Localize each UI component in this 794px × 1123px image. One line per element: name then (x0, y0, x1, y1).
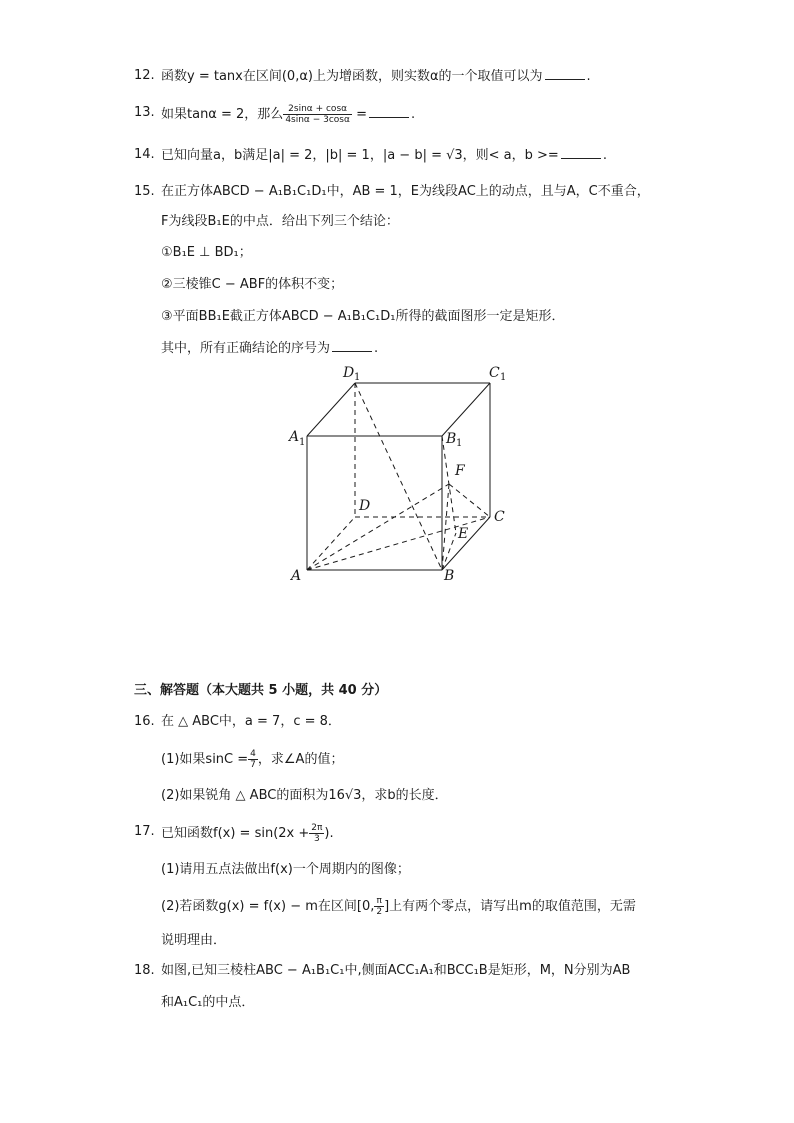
svg-text:1: 1 (299, 437, 306, 448)
fraction-denominator: 2 (376, 907, 383, 917)
fraction-numerator: 2π (311, 823, 323, 833)
question-text: 在 △ ABC中，a = 7，c = 8． (161, 714, 341, 729)
question-text: 已知函数f(x) = sin(2x + (161, 826, 310, 841)
question-text: F为线段B₁E的中点．给出下列三个结论： (161, 214, 399, 229)
question-text: 在正方体ABCD − A₁B₁C₁D₁中，AB = 1，E为线段AC上的动点，且与A，C不重合， (161, 184, 650, 199)
equals-sign: = (351, 107, 367, 122)
period: . (410, 107, 416, 122)
label-b: B (444, 568, 455, 584)
question-number: 18. (134, 963, 155, 978)
part-1-text-cont: ，求∠A的值； (257, 752, 344, 767)
segment-af (307, 484, 449, 570)
label-c1: C (489, 365, 500, 381)
part-2-text: (2)如果锐角 △ ABC的面积为16√3，求b的长度． (161, 788, 448, 803)
section-title: 三、解答题（本大题共 5 小题，共 40 分） (134, 683, 388, 698)
question-number: 15. (134, 184, 155, 199)
segment-fb (442, 484, 449, 570)
question-text: 如果tanα = 2，那么 (161, 107, 284, 122)
label-e: E (458, 526, 469, 542)
fraction (374, 896, 384, 917)
part-1-text: (1)如果sinC = (161, 752, 249, 767)
diagonal-ac (307, 517, 490, 570)
fraction (248, 749, 258, 770)
svg-text:1: 1 (500, 372, 507, 383)
part-2-text-cont: ]上有两个零点，请写出m的取值范围，无需 (384, 899, 636, 914)
fraction (309, 823, 324, 844)
question-text: 如图,已知三棱柱ABC − A₁B₁C₁中,侧面ACC₁A₁和BCC₁B是矩形，M，N分别为AB (161, 963, 631, 978)
conclusion-2: ②三棱锥C − ABF的体积不变； (161, 277, 344, 292)
edge-a1d1 (307, 383, 355, 436)
segment-fc (449, 484, 490, 517)
period: . (586, 69, 591, 84)
question-text-cont: 和A₁C₁的中点． (161, 995, 255, 1010)
label-d: D (359, 498, 371, 514)
label-a: A (291, 568, 302, 584)
fraction-denominator: 7 (250, 760, 256, 770)
part-2-text-end: 说明理由． (161, 933, 227, 948)
fraction-numerator: π (374, 896, 384, 907)
fraction-numerator: 4 (250, 749, 256, 759)
label-b1: B (446, 431, 457, 447)
question-number: 14. (134, 147, 155, 162)
fraction-denominator: 4sinα − 3cosα (285, 115, 350, 125)
question-number: 16. (134, 714, 155, 729)
svg-text:1: 1 (354, 372, 361, 383)
question-text: 已知向量a，b满足|a| = 2，|b| = 1，|a − b| = √3，则< a，b >= (161, 148, 559, 163)
label-d1: D (343, 365, 355, 381)
edge-ad-hidden (307, 517, 355, 570)
part-2-text: (2)若函数g(x) = f(x) − m在区间[0, (161, 899, 375, 914)
svg-text:1: 1 (456, 438, 463, 449)
fraction-denominator: 3 (313, 834, 320, 844)
question-number: 13. (134, 105, 155, 120)
diagonal-d1b (355, 383, 442, 570)
question-text: 其中，所有正确结论的序号为 (161, 341, 331, 356)
edge-bc (442, 517, 490, 570)
question-text: 函数y = tanx在区间(0,α)上为增函数，则实数α的一个取值可以为 (161, 69, 543, 84)
label-f: F (455, 463, 465, 479)
edge-b1c1 (442, 383, 490, 436)
conclusion-3: ③平面BB₁E截正方体ABCD − A₁B₁C₁D₁所得的截面图形一定是矩形． (161, 309, 565, 324)
period: . (602, 148, 607, 163)
question-text-cont: ). (324, 826, 334, 841)
label-a1: A (289, 429, 300, 445)
question-number: 17. (134, 824, 155, 839)
fraction-numerator: 2sinα + cosα (283, 104, 352, 115)
conclusion-1: ①B₁E ⊥ BD₁； (161, 245, 252, 260)
label-c: C (494, 509, 505, 525)
question-number: 12. (134, 68, 155, 83)
period: . (374, 341, 379, 356)
part-1-text: (1)请用五点法做出f(x)一个周期内的图像； (161, 862, 410, 877)
